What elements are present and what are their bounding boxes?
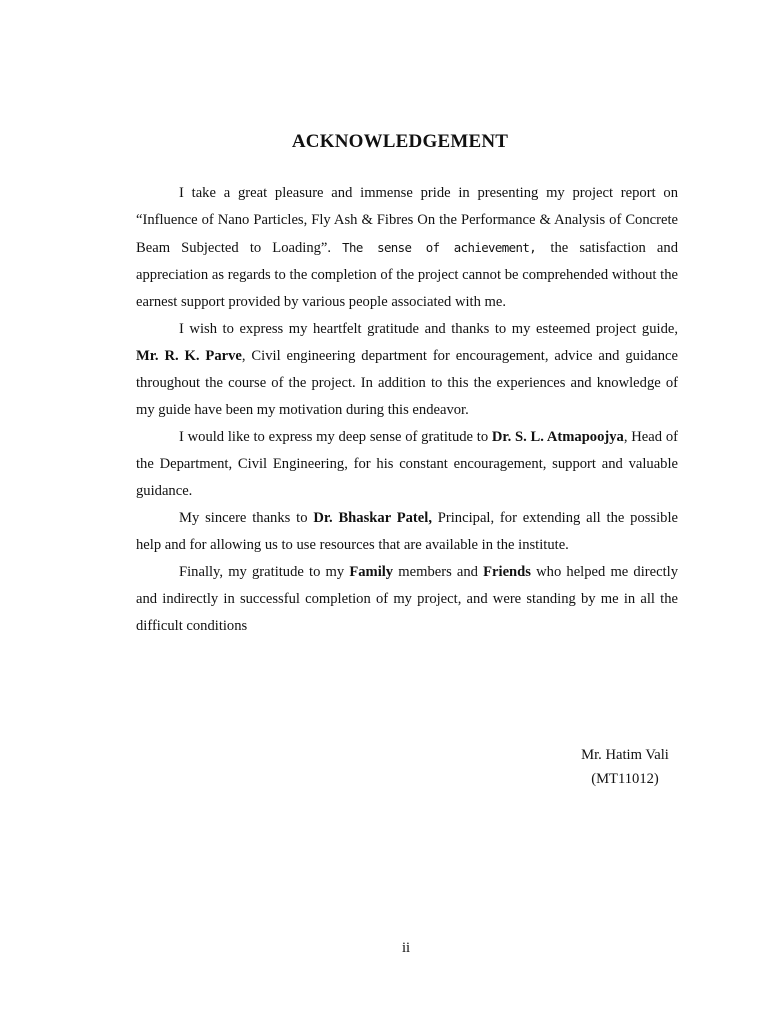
- paragraph: [136, 316, 678, 424]
- page-title: ACKNOWLEDGEMENT: [291, 131, 509, 152]
- paragraph: [136, 505, 678, 559]
- friends-label: Friends: [483, 564, 531, 580]
- author-name: Mr. Hatim Vali: [581, 747, 669, 763]
- paragraph-text: Finally, my gratitude to my: [179, 564, 350, 580]
- acknowledgement-body: [136, 180, 678, 640]
- paragraph-text: I would like to express my deep sense of gratitude to: [179, 429, 492, 445]
- guide-name: Mr. R. K. Parve: [136, 348, 242, 364]
- paragraph-text: Principal, for extending all the possible help and for allowing us to use resources that are available in the institute.: [136, 510, 678, 553]
- author-id: (MT11012): [591, 771, 659, 787]
- paragraph: [136, 424, 678, 505]
- paragraph: [136, 559, 678, 640]
- paragraph-text: I take a great pleasure and immense pride in presenting my project report on “Influence of Nano Particles, Fly Ash & Fibres On the Performance & Analysis of Concrete Beam Subjected to Loading”.: [136, 185, 678, 256]
- paragraph-text: the satisfaction and appreciation as regards to the completion of the project cannot be comprehended without the earnest support provided by various people associated with me.: [136, 240, 679, 310]
- paragraph-text: I wish to express my heartfelt gratitude and thanks to my esteemed project guide,: [179, 321, 678, 337]
- paragraph: [136, 180, 678, 316]
- paragraph-text: , Head of the Department, Civil Engineering, for his constant encouragement, support and valuable guidance.: [136, 429, 678, 499]
- page-number: ii: [401, 940, 411, 956]
- paragraph-text: who helped me directly and indirectly in successful completion of my project, and were standing by me in all the difficult conditions: [136, 564, 679, 634]
- principal-name: Dr. Bhaskar Patel,: [313, 510, 432, 526]
- paragraph-text: The sense of achievement,: [342, 240, 551, 255]
- paragraph-text: My sincere thanks to: [179, 510, 314, 526]
- hod-name: Dr. S. L. Atmapoojya: [491, 429, 624, 445]
- family-label: Family: [349, 564, 394, 580]
- paragraph-text: members and: [393, 564, 484, 580]
- signature-block: [560, 743, 690, 791]
- paragraph-text: , Civil engineering department for encouragement, advice and guidance throughout the course of the project. In addition to this the experiences and knowledge of my guide have been my motivation during this endeavor.: [136, 348, 678, 418]
